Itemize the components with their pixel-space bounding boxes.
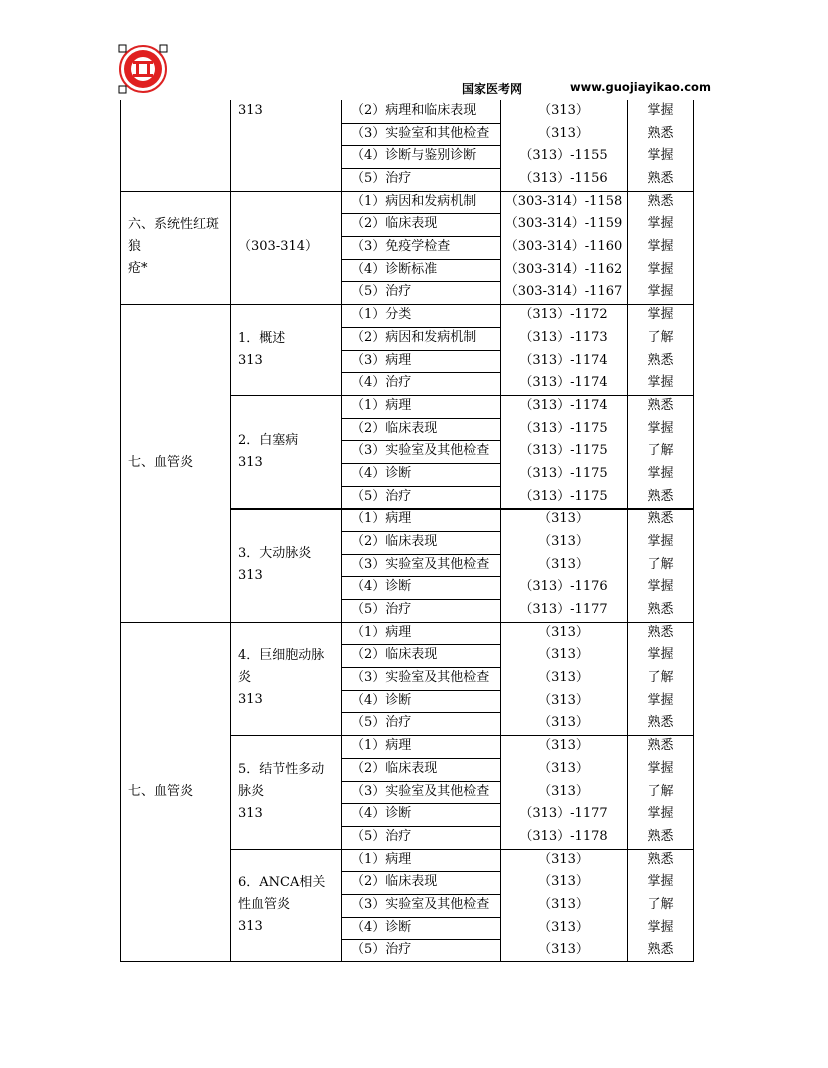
table-row-rule — [341, 599, 500, 600]
table-cell-item: （4）治疗 — [351, 375, 412, 391]
table-cell-item: （5）治疗 — [351, 171, 412, 187]
table-subgroup-rule — [230, 395, 694, 396]
syllabus-table — [120, 100, 694, 962]
table-cell-item: （4）诊断与鉴别诊断 — [351, 148, 477, 164]
table-row-rule — [341, 350, 500, 351]
table-cell-level: 掌握 — [647, 806, 674, 822]
table-cell-item: （5）治疗 — [351, 715, 412, 731]
table-cell-ref: （313） — [538, 556, 589, 572]
table-cell-level: 熟悉 — [647, 488, 674, 504]
subgroup-label: 6．ANCA相关 — [238, 875, 326, 891]
table-cell-level: 熟悉 — [647, 125, 674, 141]
table-cell-level: 掌握 — [647, 760, 674, 776]
table-row-rule — [341, 259, 500, 260]
table-cell-ref: （313）-1175 — [519, 465, 608, 481]
table-row-rule — [341, 826, 500, 827]
table-cell-item: （1）病理 — [351, 851, 412, 867]
table-cell-ref: （313） — [538, 738, 589, 754]
table-cell-level: 掌握 — [647, 284, 674, 300]
table-cell-item: （5）治疗 — [351, 284, 412, 300]
table-cell-level: 熟悉 — [647, 352, 674, 368]
table-cell-item: （2）临床表现 — [351, 647, 438, 663]
table-cell-level: 熟悉 — [647, 624, 674, 640]
subgroup-label: 313 — [238, 568, 263, 584]
site-name: 国家医考网 — [462, 82, 523, 96]
group-label: 七、血管炎 — [128, 454, 194, 470]
table-cell-ref: （313）-1174 — [519, 397, 608, 413]
table-row-rule — [341, 644, 500, 645]
subgroup-label: 313 — [238, 919, 263, 935]
table-cell-level: 熟悉 — [647, 397, 674, 413]
table-cell-item: （1）病理 — [351, 624, 412, 640]
table-row-rule — [341, 917, 500, 918]
table-cell-level: 掌握 — [647, 579, 674, 595]
table-cell-ref: （303-314）-1167 — [504, 284, 623, 300]
table-cell-ref: （313） — [538, 760, 589, 776]
table-row-rule — [341, 440, 500, 441]
table-row-rule — [341, 213, 500, 214]
table-cell-item: （2）临床表现 — [351, 216, 438, 232]
table-cell-item: （3）实验室及其他检查 — [351, 670, 490, 686]
subgroup-label: 5．结节性多动 — [238, 761, 325, 777]
table-cell-ref: （313） — [538, 715, 589, 731]
table-cell-level: 掌握 — [647, 375, 674, 391]
table-cell-item: （4）诊断标准 — [351, 261, 438, 277]
table-cell-item: （2）临床表现 — [351, 420, 438, 436]
table-cell-level: 了解 — [647, 670, 674, 686]
table-group-rule — [120, 622, 694, 623]
table-cell-item: （1）分类 — [351, 307, 412, 323]
table-row-rule — [341, 781, 500, 782]
subgroup-label: 313 — [238, 454, 263, 470]
table-vertical-rule — [627, 100, 628, 962]
table-cell-level: 熟悉 — [647, 942, 674, 958]
table-cell-level: 熟悉 — [647, 828, 674, 844]
table-cell-item: （3）免疫学检查 — [351, 239, 451, 255]
table-cell-level: 掌握 — [647, 534, 674, 549]
table-cell-level: 掌握 — [647, 692, 674, 708]
table-cell-ref: （303-314）-1160 — [504, 239, 623, 255]
table-cell-item: （1）病理 — [351, 397, 412, 413]
table-row-rule — [341, 531, 500, 532]
table-cell-level: 熟悉 — [647, 511, 674, 527]
table-cell-sub: 313 — [238, 103, 263, 118]
table-vertical-rule — [500, 100, 501, 962]
table-row-rule — [341, 894, 500, 895]
subgroup-label: 炎 — [238, 670, 252, 686]
table-cell-level: 熟悉 — [647, 715, 674, 731]
table-row-rule — [341, 236, 500, 237]
table-cell-level: 熟悉 — [647, 738, 674, 754]
table-cell-item: （5）治疗 — [351, 602, 412, 618]
table-cell-item: （5）治疗 — [351, 488, 412, 504]
subgroup-label: 313 — [238, 692, 263, 708]
table-cell-item: （2）病因和发病机制 — [351, 329, 477, 345]
table-cell-item: （3）实验室及其他检查 — [351, 896, 490, 912]
subgroup-label: 313 — [238, 352, 263, 368]
table-cell-ref: （313）-1173 — [519, 329, 608, 345]
table-cell-ref: （313） — [538, 534, 589, 549]
table-cell-item: （5）治疗 — [351, 942, 412, 958]
table-cell-item: （4）诊断 — [351, 806, 412, 822]
group-label: 七、血管炎 — [128, 783, 194, 799]
table-row-rule — [341, 281, 500, 282]
table-cell-ref: （313） — [538, 624, 589, 640]
table-cell-ref: （313） — [538, 511, 589, 527]
table-cell-level: 了解 — [647, 556, 674, 572]
subgroup-label: 1．概述 — [238, 330, 286, 346]
table-cell-ref: （313） — [538, 942, 589, 958]
table-row-rule — [341, 486, 500, 487]
table-cell-ref: （303-314）-1159 — [504, 216, 623, 232]
subgroup-label: 3．大动脉炎 — [238, 546, 312, 562]
group-sub-label: （303-314） — [238, 239, 319, 255]
table-cell-item: （5）治疗 — [351, 828, 412, 844]
table-cell-item: （2）病理和临床表现 — [351, 103, 477, 118]
table-cell-ref: （313） — [538, 896, 589, 912]
table-cell-item: （1）病理 — [351, 511, 412, 527]
table-row-rule — [341, 145, 500, 146]
table-cell-level: 熟悉 — [647, 602, 674, 618]
table-row-rule — [341, 758, 500, 759]
table-row-rule — [341, 712, 500, 713]
table-cell-ref: （313）-1175 — [519, 443, 608, 459]
table-cell-level: 掌握 — [647, 216, 674, 232]
subgroup-label: 2．白塞病 — [238, 432, 299, 448]
table-cell-ref: （313） — [538, 670, 589, 686]
table-vertical-rule — [230, 100, 231, 962]
table-vertical-rule — [693, 100, 694, 962]
table-cell-item: （2）临床表现 — [351, 534, 438, 549]
table-cell-ref: （313）-1175 — [519, 420, 608, 436]
table-subgroup-rule — [230, 508, 694, 509]
table-cell-ref: （313） — [538, 647, 589, 663]
table-group-rule — [120, 191, 694, 192]
table-cell-ref: （313） — [538, 919, 589, 935]
table-cell-item: （2）临床表现 — [351, 874, 438, 890]
table-vertical-rule — [120, 100, 121, 962]
table-row-rule — [341, 667, 500, 668]
site-url[interactable]: www.guojiayikao.com — [570, 80, 711, 94]
table-cell-ref: （313）-1174 — [519, 352, 608, 368]
table-cell-item: （2）临床表现 — [351, 760, 438, 776]
table-cell-item: （3）实验室及其他检查 — [351, 783, 490, 799]
table-cell-level: 掌握 — [647, 148, 674, 164]
subgroup-label: 4．巨细胞动脉 — [238, 648, 325, 664]
subgroup-label: 脉炎 — [238, 783, 265, 799]
table-row-rule — [341, 463, 500, 464]
table-cell-ref: （313） — [538, 874, 589, 890]
group-label: 疮* — [128, 261, 148, 277]
table-cell-item: （1）病因和发病机制 — [351, 193, 477, 209]
group-label: 六、系统性红斑 — [128, 217, 220, 233]
table-cell-ref: （313）-1175 — [519, 488, 608, 504]
table-cell-ref: （303-314）-1162 — [504, 261, 623, 277]
table-cell-ref: （313） — [538, 692, 589, 708]
group-label: 狼 — [128, 239, 142, 255]
table-row-rule — [341, 372, 500, 373]
table-cell-ref: （313） — [538, 851, 589, 867]
table-cell-ref: （313）-1155 — [519, 148, 608, 164]
table-cell-ref: （313） — [538, 125, 589, 141]
table-row-rule — [341, 168, 500, 169]
table-row-rule — [341, 803, 500, 804]
table-subgroup-rule — [230, 735, 694, 736]
table-cell-level: 掌握 — [647, 874, 674, 890]
table-cell-ref: （313） — [538, 103, 589, 118]
subgroup-label: 313 — [238, 805, 263, 821]
table-cell-level: 了解 — [647, 783, 674, 799]
table-cell-ref: （313）-1172 — [519, 307, 608, 323]
table-cell-ref: （313）-1176 — [519, 579, 608, 595]
table-cell-level: 掌握 — [647, 239, 674, 255]
table-cell-level: 了解 — [647, 329, 674, 345]
table-cell-level: 熟悉 — [647, 171, 674, 187]
table-cell-level: 了解 — [647, 443, 674, 459]
table-cell-level: 掌握 — [647, 420, 674, 436]
table-row-rule — [341, 939, 500, 940]
table-cell-ref: （313）-1156 — [519, 171, 608, 187]
table-row-rule — [341, 418, 500, 419]
table-cell-level: 熟悉 — [647, 193, 674, 209]
table-cell-ref: （303-314）-1158 — [504, 193, 623, 209]
table-cell-item: （4）诊断 — [351, 692, 412, 708]
table-cell-level: 掌握 — [647, 919, 674, 935]
table-cell-level: 了解 — [647, 896, 674, 912]
table-cell-ref: （313） — [538, 783, 589, 799]
table-cell-item: （4）诊断 — [351, 919, 412, 935]
table-cell-level: 掌握 — [647, 647, 674, 663]
table-cell-level: 掌握 — [647, 103, 674, 118]
table-row-rule — [341, 690, 500, 691]
table-group-rule — [120, 304, 694, 305]
table-cell-ref: （313）-1174 — [519, 375, 608, 391]
table-row-rule — [341, 327, 500, 328]
table-cell-level: 掌握 — [647, 307, 674, 323]
table-row-rule — [341, 554, 500, 555]
table-cell-ref: （313）-1177 — [519, 602, 608, 618]
table-cell-level: 掌握 — [647, 261, 674, 277]
table-cell-item: （4）诊断 — [351, 579, 412, 595]
table-cell-item: （3）实验室及其他检查 — [351, 556, 490, 572]
subgroup-label: 性血管炎 — [238, 897, 291, 913]
page-header — [118, 80, 711, 98]
table-row-rule — [341, 576, 500, 577]
table-row-rule — [341, 123, 500, 124]
table-cell-item: （4）诊断 — [351, 465, 412, 481]
table-cell-ref: （313）-1177 — [519, 806, 608, 822]
table-bottom-rule — [120, 961, 694, 962]
table-cell-item: （3）病理 — [351, 352, 412, 368]
table-cell-level: 熟悉 — [647, 851, 674, 867]
table-row-rule — [341, 871, 500, 872]
table-cell-item: （1）病理 — [351, 738, 412, 754]
table-cell-item: （3）实验室及其他检查 — [351, 443, 490, 459]
table-cell-ref: （313）-1178 — [519, 828, 608, 844]
table-cell-item: （3）实验室和其他检查 — [351, 125, 490, 141]
table-subgroup-rule — [230, 849, 694, 850]
table-cell-level: 掌握 — [647, 465, 674, 481]
